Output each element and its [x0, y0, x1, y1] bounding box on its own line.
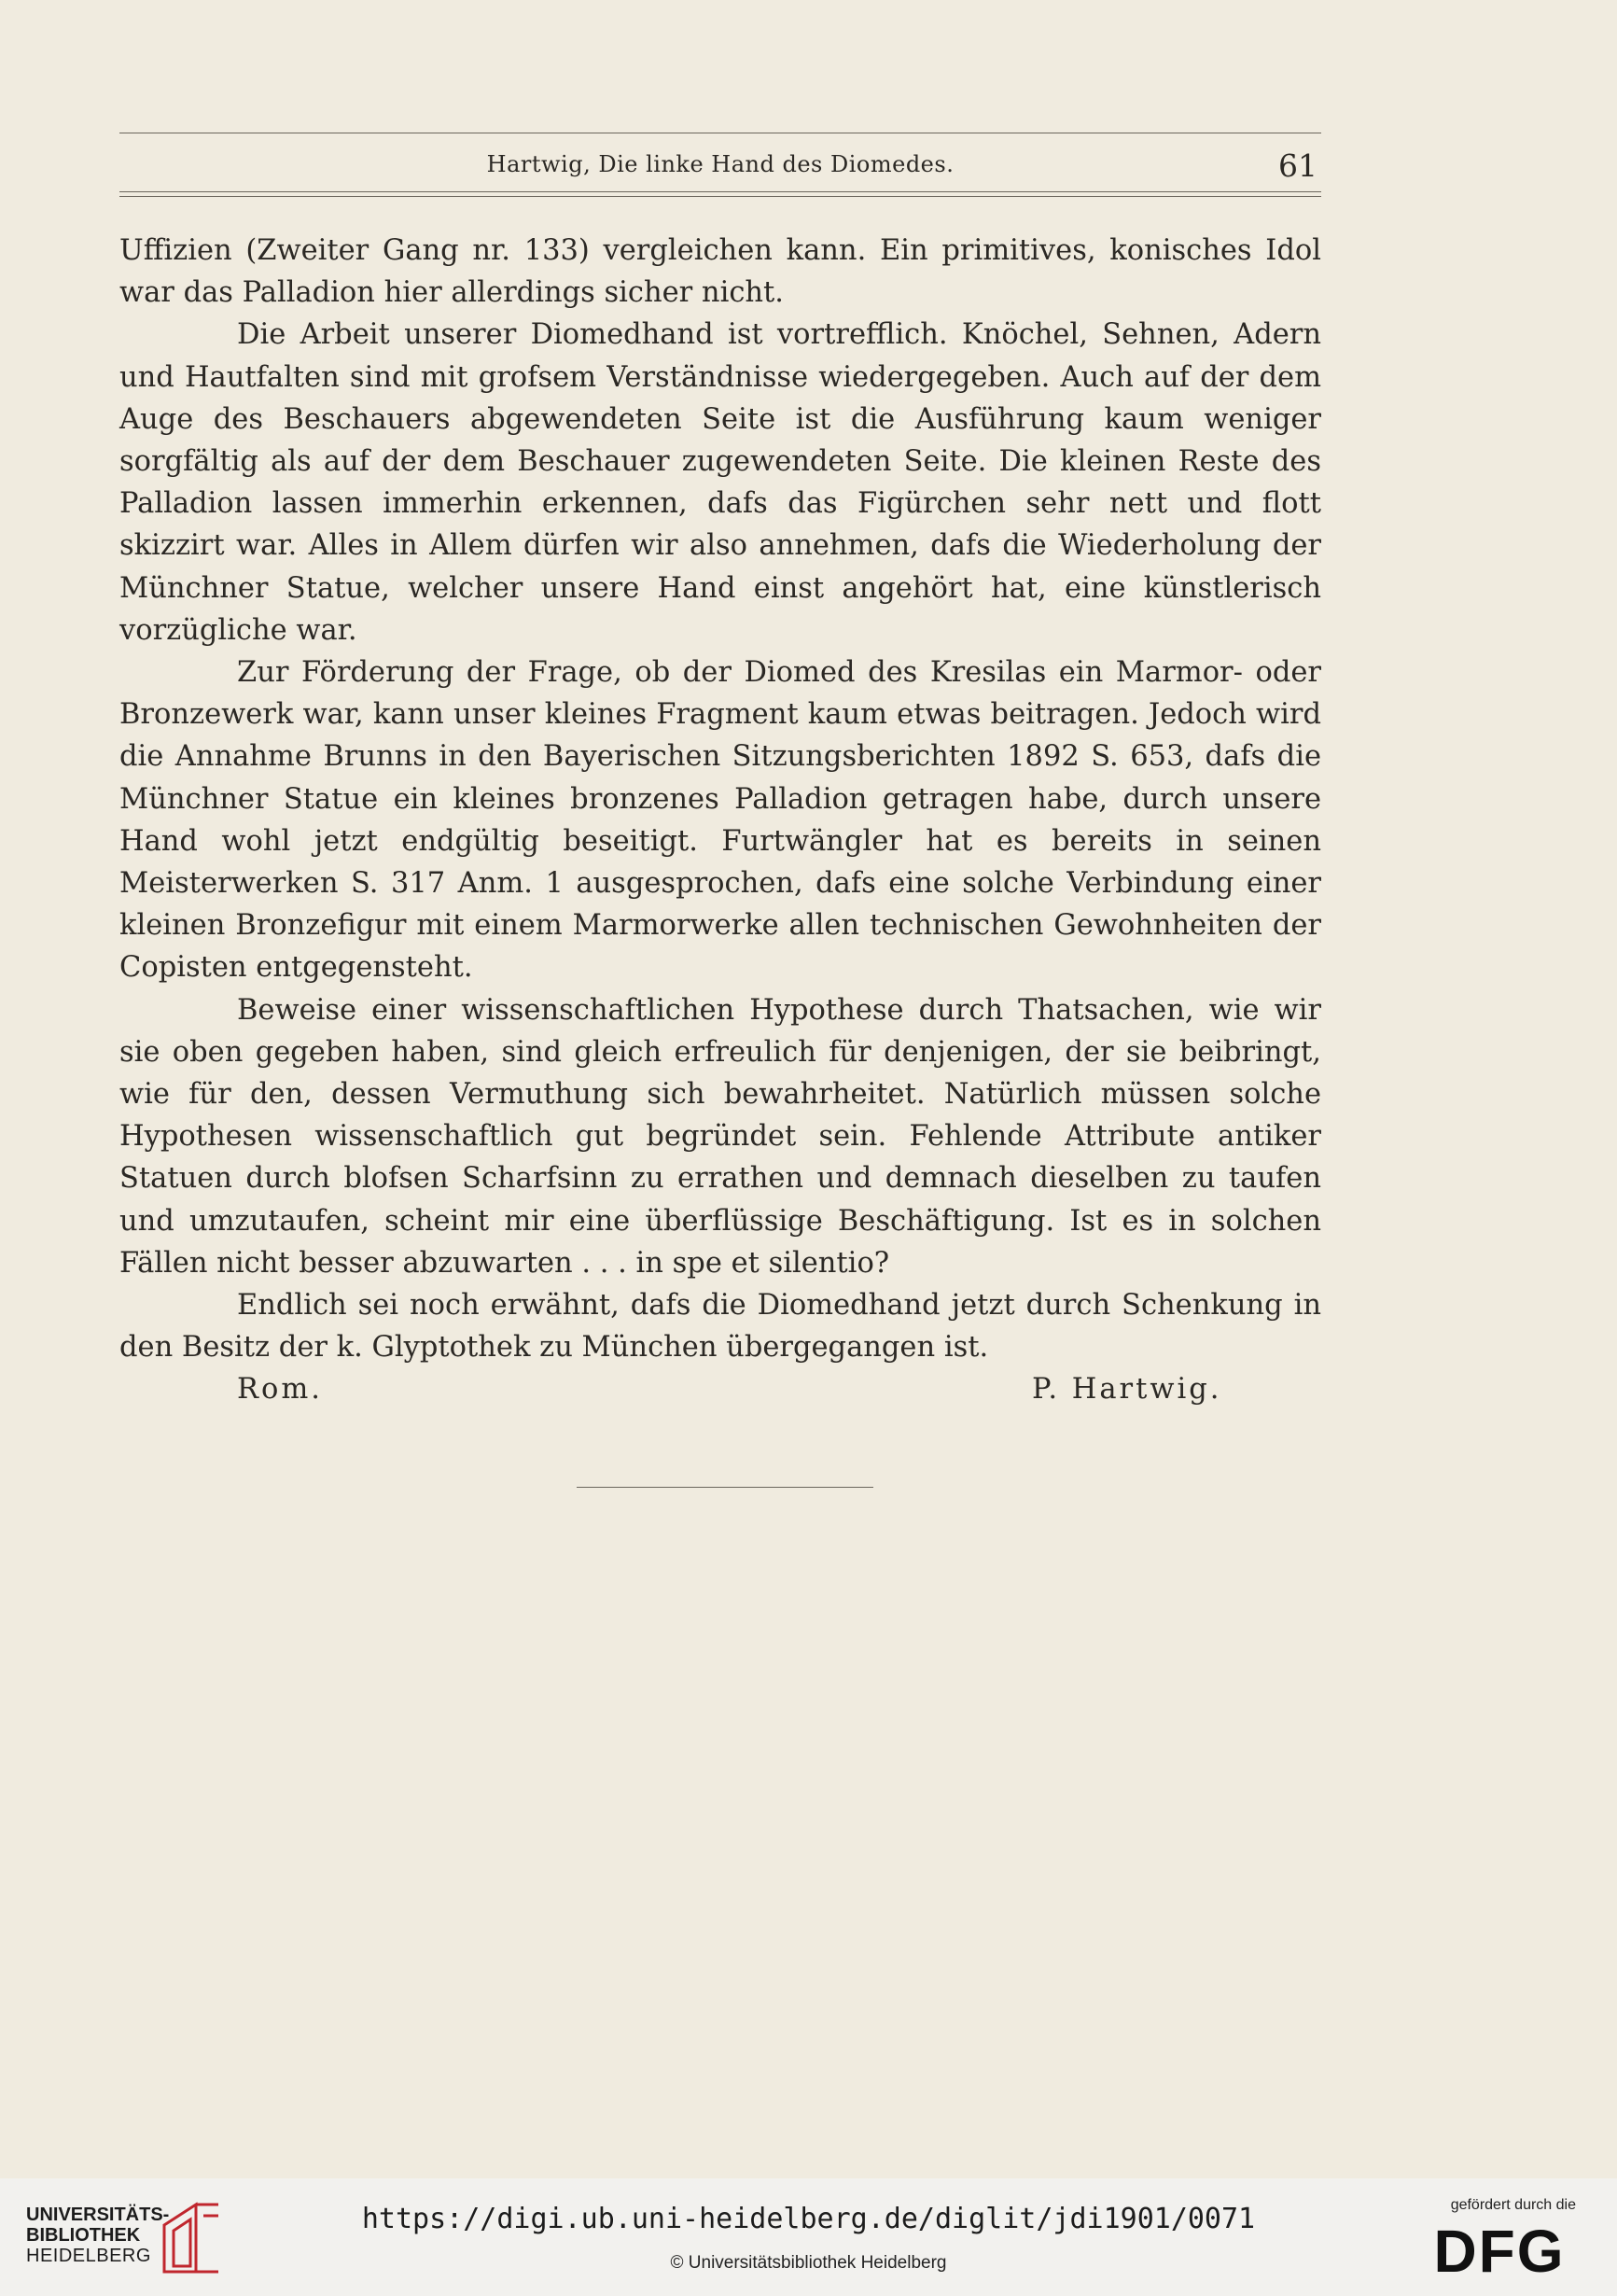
- funded-by-label: gefördert durch die: [1450, 2197, 1576, 2213]
- running-title: Hartwig, Die linke Hand des Diomedes.: [486, 151, 955, 177]
- signature: [119, 1368, 1321, 1410]
- paragraph: Zur Förderung der Frage, ob der Diomed des Kresilas ein Marmor- oder Bronzewerk war, kann unser kleines Fragment kaum etwas beitragen. Jedoch wird die Annahme Brunns in den Bayerischen Sitzungsberichten 1892 S. 653, dafs die Münchner Statue ein kleines bronzenes Palladion getragen habe, durch unsere Hand wohl jetzt endgültig beseitigt. Furtwängler hat es bereits in seinen Meisterwerken S. 317 Anm. 1 ausgesprochen, dafs eine solche Verbindung einer kleinen Bronzefigur mit einem Marmorwerke allen technischen Gewohnheiten der Copisten entgegensteht.: [119, 656, 1321, 985]
- permalink-url[interactable]: https://digi.ub.uni-heidelberg.de/diglit/jdi1901/0071: [361, 2203, 1256, 2235]
- paragraph: Uffizien (Zweiter Gang nr. 133) vergleichen kann. Ein primitives, konisches Idol war das Palladion hier allerdings sicher nicht.: [119, 234, 1321, 310]
- running-head: [119, 147, 1321, 185]
- closing-rule: [577, 1487, 873, 1488]
- article-body: [119, 230, 1321, 1410]
- dfg-logo-text: DFG: [1433, 2221, 1566, 2277]
- header-bottom-rule: [119, 191, 1321, 192]
- paragraph: Beweise einer wissenschaftlichen Hypothese durch Thatsachen, wie wir sie oben gegeben haben, sind gleich erfreulich für denjenigen, der sie beibringt, wie für den, dessen Vermuthung sich bewahrheitet. Natürlich müssen solche Hypothesen wissenschaftlich gut begründet sein. Fehlende Attribute antiker Statuen durch blofsen Scharfsinn zu errathen und demnach dieselben zu taufen und umzutaufen, scheint mir eine überflüssige Beschäftigung. Ist es in solchen Fällen nicht besser abzuwarten . . . in spe et silentio?: [119, 993, 1321, 1280]
- paragraph: Endlich sei noch erwähnt, dafs die Diomedhand jetzt durch Schenkung in den Besitz der k. Glyptothek zu München übergegangen ist.: [119, 1289, 1321, 1365]
- page-number: 61: [1278, 147, 1317, 184]
- library-name-line: BIBLIOTHEK: [26, 2225, 141, 2246]
- footer-bar: [0, 2178, 1617, 2296]
- copyright-notice: © Universitätsbibliothek Heidelberg: [670, 2253, 947, 2273]
- library-name-line: UNIVERSITÄTS-: [26, 2205, 170, 2225]
- dfg-logo-icon[interactable]: [1419, 2221, 1580, 2277]
- header-bottom-rule-2: [119, 196, 1321, 197]
- signature-place: Rom.: [237, 1373, 323, 1407]
- paragraph: Die Arbeit unserer Diomedhand ist vortrefflich. Knöchel, Sehnen, Adern und Hautfalten sind mit grofsem Verständnisse wiedergegeben. Auch auf der dem Auge des Beschauers abgewendeten Seite ist die Ausführung kaum weniger sorgfältig als auf der dem Beschauer zugewendeten Seite. Die kleinen Reste des Palladion lassen immerhin erkennen, dafs das Figürchen sehr nett und flott skizzirt war. Alles in Allem dürfen wir also annehmen, dafs die Wiederholung der Münchner Statue, welcher unsere Hand einst angehört hat, eine künstlerisch vorzügliche war.: [119, 318, 1321, 647]
- signature-author: P. Hartwig.: [1032, 1373, 1222, 1407]
- library-name-line: HEIDELBERG: [26, 2246, 151, 2266]
